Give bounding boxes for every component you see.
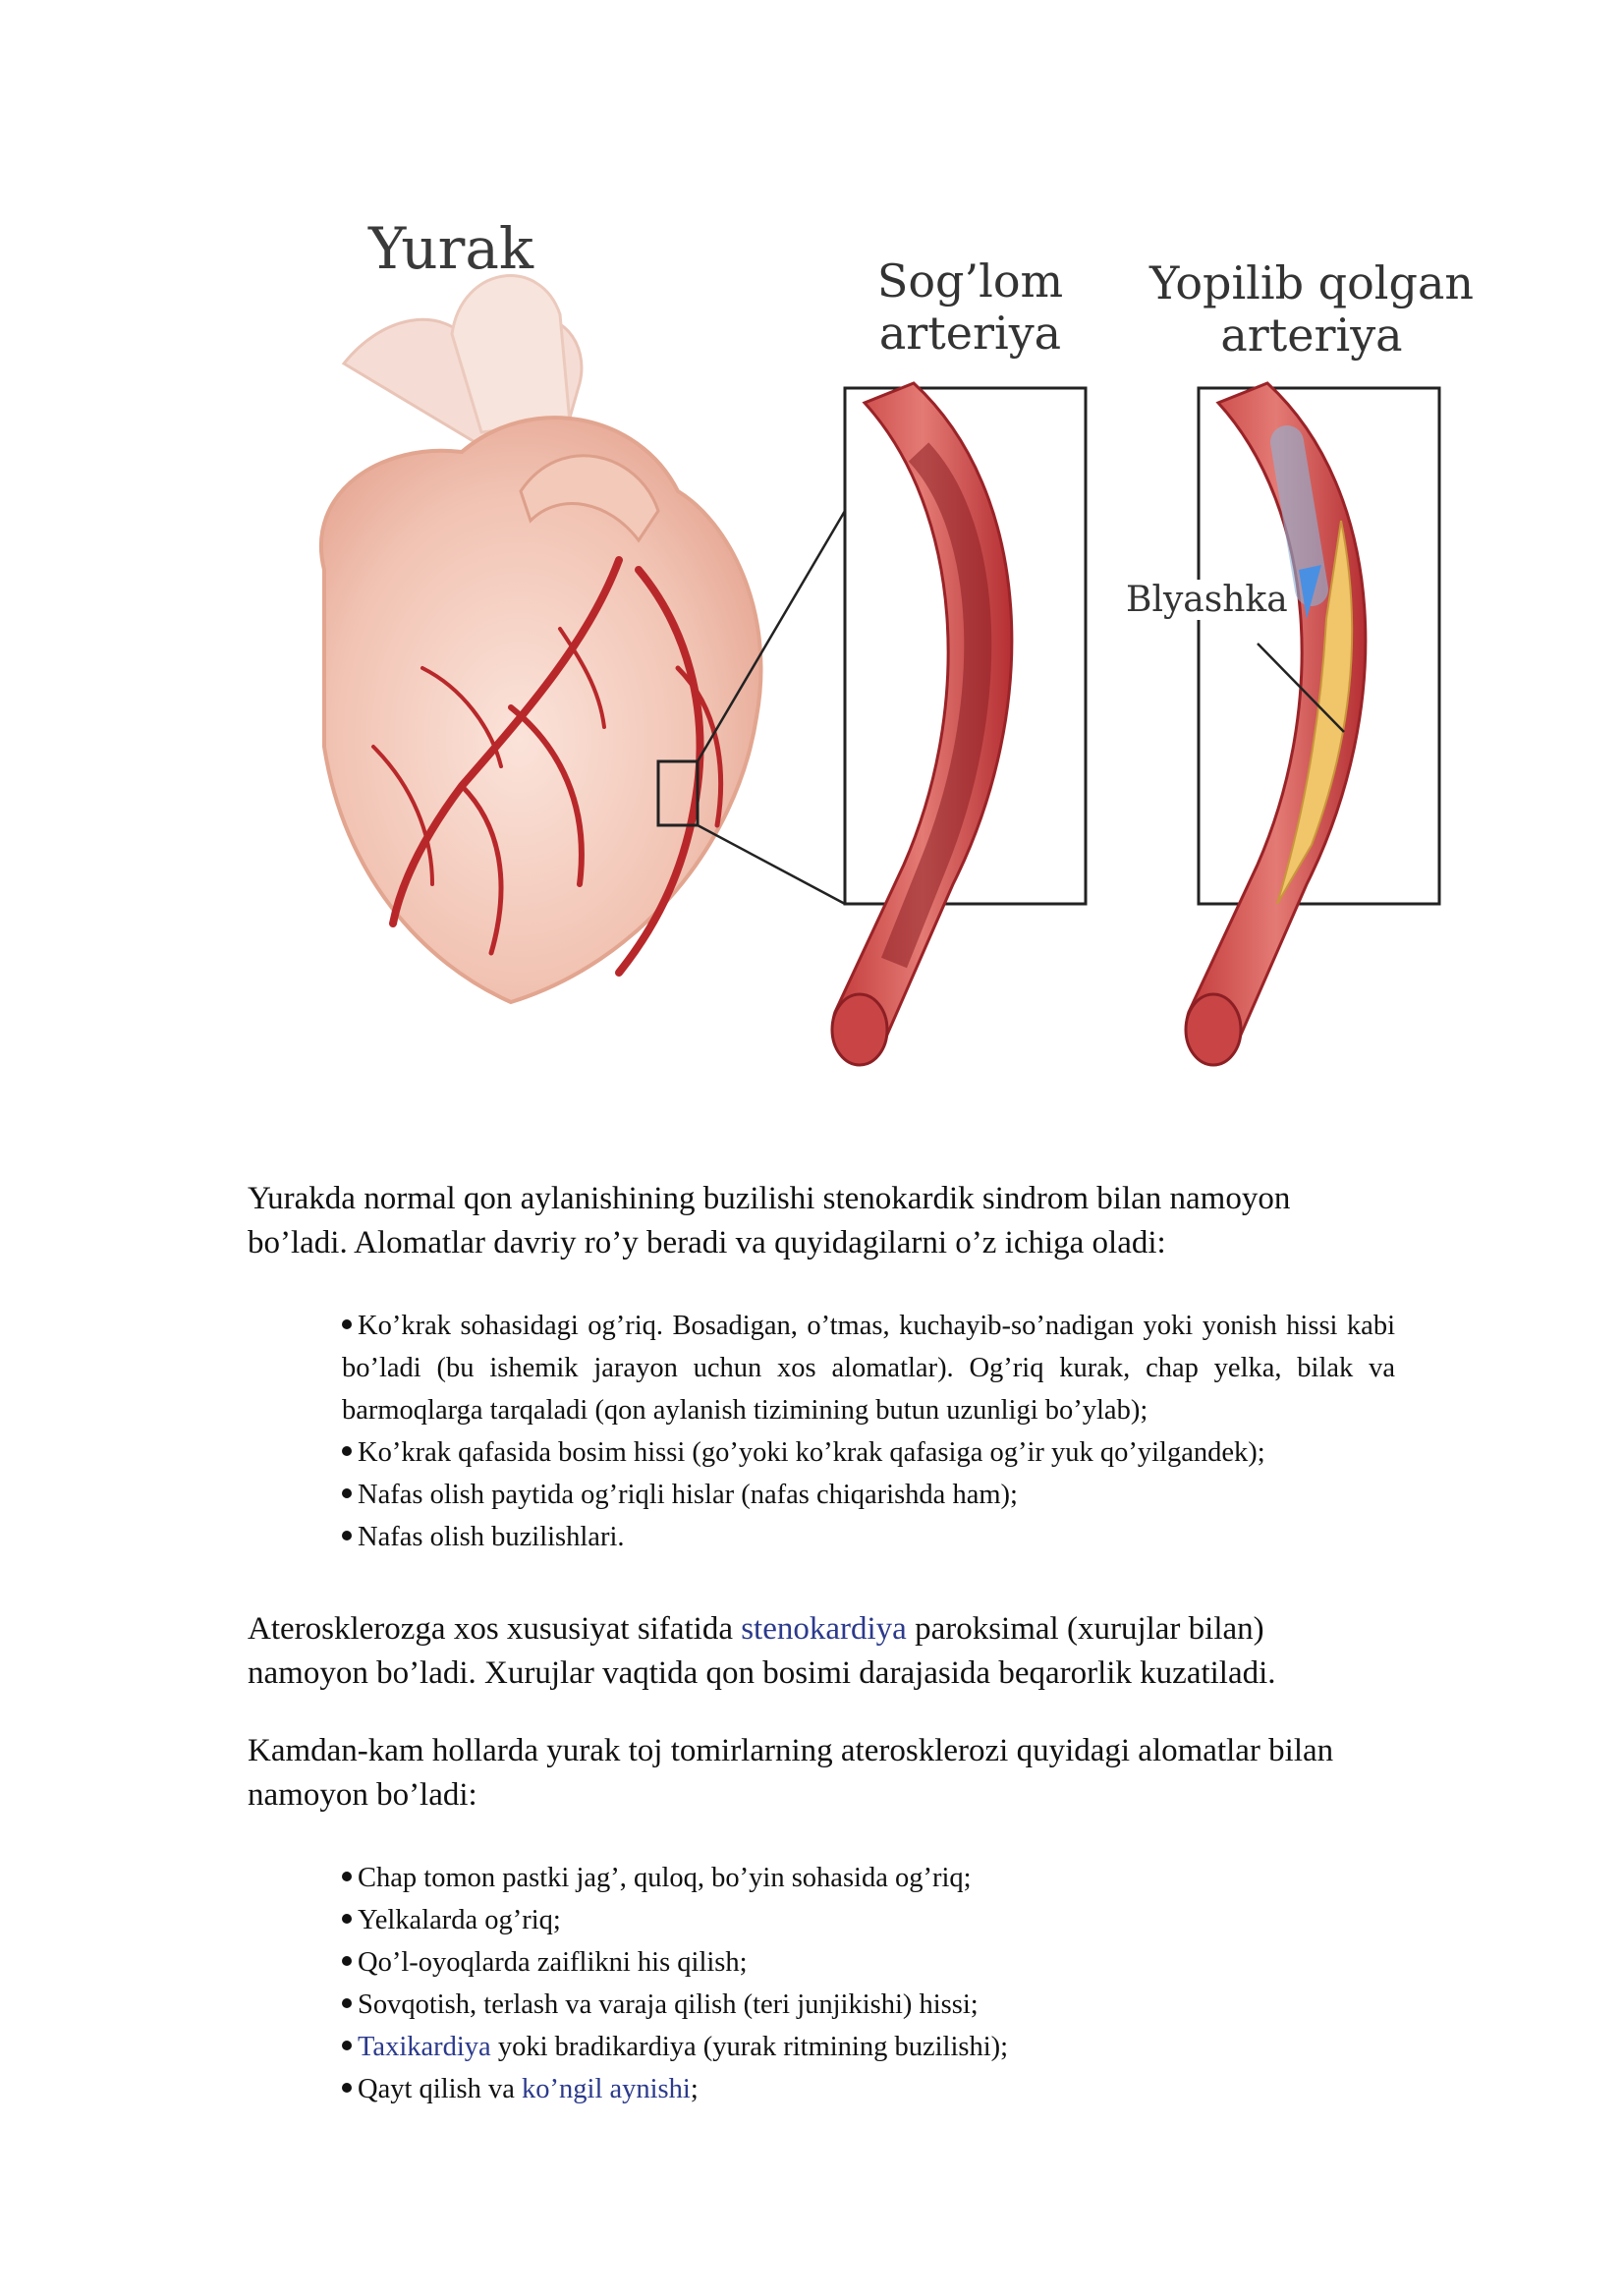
healthy-label-line1: Sog’lom — [876, 254, 1064, 308]
kongil-aynishi-link[interactable]: ko’ngil aynishi — [522, 2074, 691, 2104]
list-item: Chap tomon pastki jag’, quloq, bo’yin sohasida og’riq; — [342, 1857, 1395, 1899]
blocked-label — [1110, 257, 1513, 362]
paragraph-1: Yurakda normal qon aylanishining buzilishi stenokardik sindrom bilan namoyon bo’ladi. Alomatlar davriy ro’y beradi va quyidagilarni o’z ichiga oladi: — [248, 1181, 1291, 1260]
list-item: Qayt qilish va ko’ngil aynishi; — [342, 2068, 1395, 2110]
taxikardiya-link[interactable]: Taxikardiya — [358, 2032, 491, 2062]
bullet-icon — [342, 2083, 352, 2093]
list-item: Sovqotish, terlash va varaja qilish (teri junjikishi) hissi; — [342, 1984, 1395, 2026]
blocked-label-line1: Yopilib qolgan — [1148, 256, 1475, 309]
figure-title: Yurak — [368, 215, 534, 282]
paragraph-2: Aterosklerozga xos xususiyat sifatida stenokardiya paroksimal (xurujlar bilan) namoyon bo’ladi. Xurujlar vaqtida qon bosimi darajasida beqarorlik kuzatiladi. — [248, 1611, 1276, 1691]
bullet-icon — [342, 1998, 352, 2008]
list-item: Taxikardiya yoki bradikardiya (yurak ritmining buzilishi); — [342, 2026, 1395, 2068]
bullet-icon — [342, 1488, 352, 1498]
paragraph-3: Kamdan-kam hollarda yurak toj tomirlarning aterosklerozi quyidagi alomatlar bilan namoyon bo’ladi: — [248, 1733, 1334, 1813]
list-item: Nafas olish buzilishlari. — [342, 1516, 1395, 1558]
bullet-icon — [342, 1914, 352, 1924]
list-item: Ko’krak qafasida bosim hissi (go’yoki ko’krak qafasiga og’ir yuk qo’yilgandek); — [342, 1431, 1395, 1474]
heart-artery-illustration — [265, 196, 1503, 1081]
symptom-list-2 — [342, 1857, 1395, 2110]
list-item: Nafas olish paytida og’riqli hislar (nafas chiqarishda ham); — [342, 1474, 1395, 1516]
plaque-label: Blyashka — [1122, 580, 1292, 620]
bullet-icon — [342, 1446, 352, 1456]
list-item: Ko’krak sohasidagi og’riq. Bosadigan, o’tmas, kuchayib-so’nadigan yoki yonish hissi kabi bo’ladi (bu ishemik jarayon uchun xos alomatlar). Og’riq kurak, chap yelka, bilak va barmoqlarga tarqaladi (qon aylanish tizimining butun uzunligi bo’ylab); — [342, 1311, 1395, 1426]
blocked-label-line2: arteriya — [1220, 308, 1403, 362]
bullet-icon — [342, 1956, 352, 1966]
healthy-label — [850, 255, 1091, 360]
healthy-label-line2: arteriya — [878, 306, 1062, 360]
bullet-icon — [342, 1531, 352, 1540]
symptom-list-1 — [342, 1305, 1395, 1558]
list-item: Yelkalarda og’riq; — [342, 1899, 1395, 1941]
bullet-icon — [342, 1319, 352, 1329]
bullet-icon — [342, 2041, 352, 2050]
stenokardiya-link[interactable]: stenokardiya — [741, 1611, 907, 1647]
bullet-icon — [342, 1872, 352, 1881]
list-item: Qo’l-oyoqlarda zaiflikni his qilish; — [342, 1941, 1395, 1984]
